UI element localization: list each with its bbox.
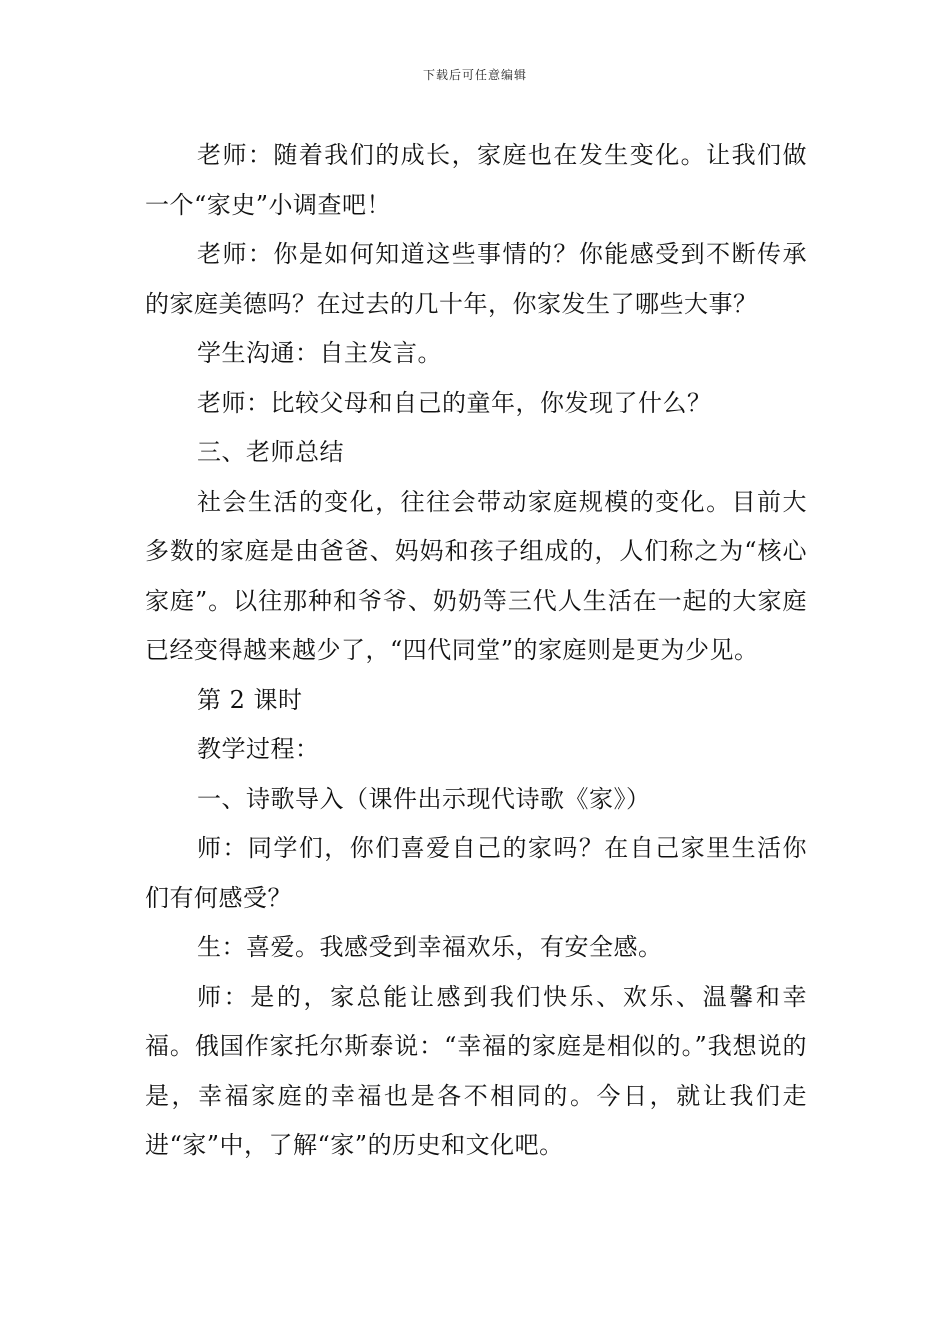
section-heading-summary: 三、老师总结 bbox=[197, 438, 344, 466]
paragraph-teacher-ask: 师：同学们，你们喜爱自己的家吗？在自己家里生活你们有何感受？ bbox=[145, 834, 807, 912]
paragraph-teacher-compare: 老师：比较父母和自己的童年，你发现了什么？ bbox=[197, 388, 712, 417]
paragraph-teacher-questions: 老师：你是如何知道这些事情的？你能感受到不断传承的家庭美德吗？在过去的几十年，你家发生了哪些大事？ bbox=[145, 240, 807, 318]
paragraph-student-discussion: 学生沟通：自主发言。 bbox=[197, 339, 442, 367]
paragraph-teacher-family-history: 老师：随着我们的成长，家庭也在发生变化。让我们做一个“家史”小调查吧！ bbox=[145, 141, 807, 219]
document-body bbox=[145, 131, 807, 1171]
paragraph-summary: 社会生活的变化，往往会带动家庭规模的变化。目前大多数的家庭是由爸爸、妈妈和孩子组成的，人们称之为“核心家庭”。以往那种和爷爷、奶奶等三代人生活在一起的大家庭已经变得越来越少了，“四代同堂”的家庭则是更为少见。 bbox=[145, 487, 807, 664]
section-heading-poem-intro: 一、诗歌导入（课件出示现代诗歌《家》） bbox=[197, 784, 651, 813]
teaching-process-heading: 教学过程： bbox=[197, 735, 320, 763]
lesson-heading: 第 2 课时 bbox=[197, 685, 303, 714]
page-header-note: 下载后可任意编辑 bbox=[422, 68, 527, 82]
paragraph-student-answer: 生：喜爱。我感受到幸福欢乐，有安全感。 bbox=[197, 933, 663, 961]
paragraph-teacher-tolstoy: 师：是的，家总能让感到我们快乐、欢乐、温馨和幸福。俄国作家托尔斯泰说：“幸福的家庭是相似的。”我想说的是，幸福家庭的幸福也是各不相同的。今日，就让我们走进“家”中，了解“家”的历史和文化吧。 bbox=[145, 982, 807, 1159]
